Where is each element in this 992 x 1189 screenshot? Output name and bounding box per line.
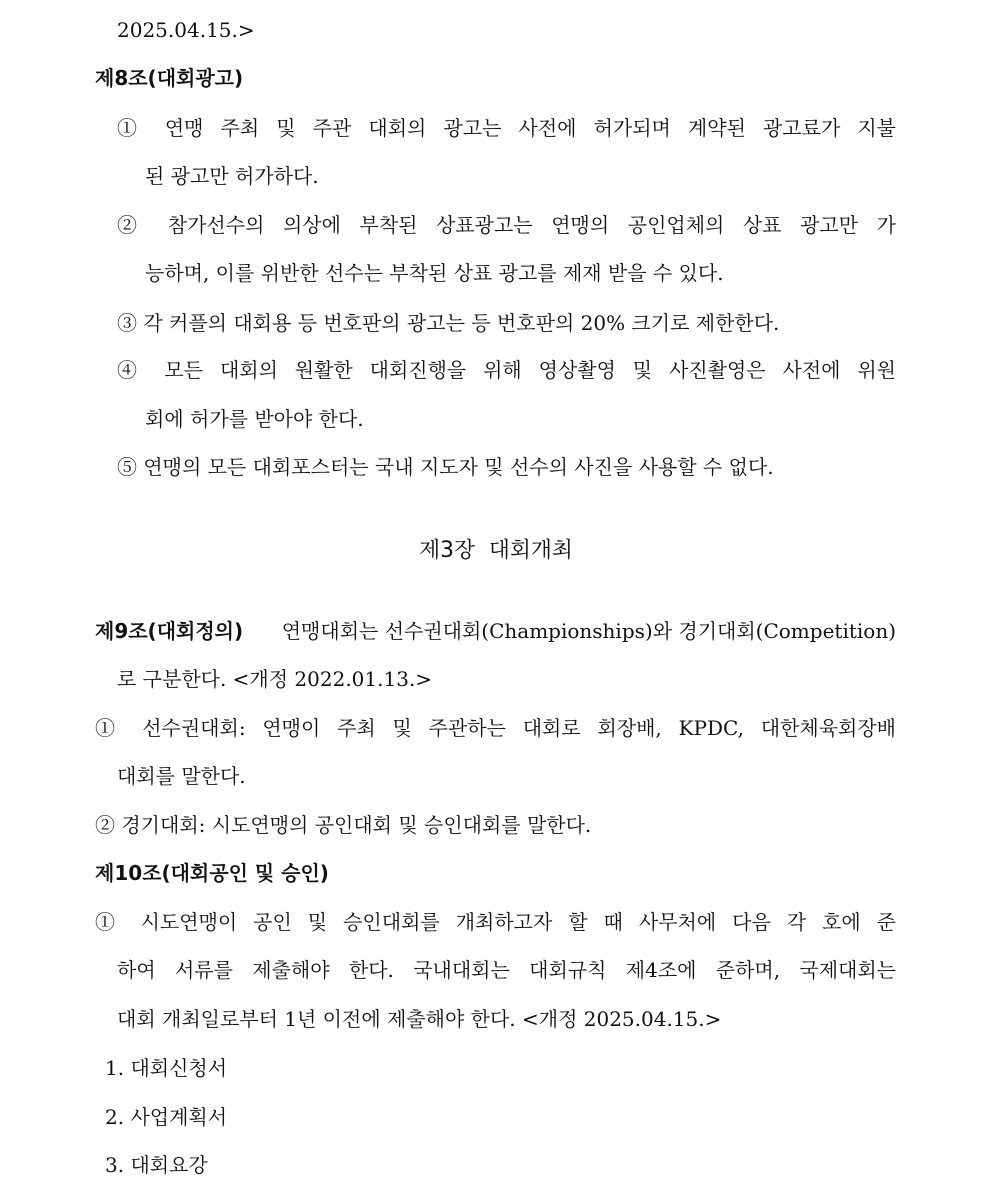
chapter-3-title: 제3장 대회개최 (419, 538, 573, 563)
article-8-item-1-line-2: 된 광고만 허가하다. (145, 164, 319, 188)
article-10-heading: 제10조(대회공인 및 승인) (95, 861, 329, 885)
article-8-item-5: ⑤ 연맹의 모든 대회포스터는 국내 지도자 및 선수의 사진을 사용할 수 없다. (117, 455, 774, 479)
list-item-business-plan: 2. 사업계획서 (105, 1105, 228, 1129)
list-item-application-form: 1. 대회신청서 (105, 1056, 228, 1080)
article-9-line-1 (95, 621, 896, 641)
article-9-heading: 제9조(대회정의) (95, 619, 244, 643)
article-8-item-1-line-1: ① 연맹 주최 및 주관 대회의 광고는 사전에 허가되며 계약된 광고료가 지불 (117, 116, 896, 140)
article-9-intro-line-1: 연맹대회는 선수권대회(Championships)와 경기대회(Competition) (281, 619, 896, 643)
article-9-item-1-line-2: 대회를 말한다. (117, 764, 246, 788)
article-9-item-2: ② 경기대회: 시도연맹의 공인대회 및 승인대회를 말한다. (95, 813, 592, 837)
article-8-heading: 제8조(대회광고) (95, 66, 244, 90)
list-item-competition-guide: 3. 대회요강 (105, 1153, 208, 1177)
amendment-date-fragment: 2025.04.15.> (117, 18, 255, 42)
article-10-item-1-line-3: 대회 개최일로부터 1년 이전에 제출해야 한다. <개정 2025.04.15.> (117, 1007, 722, 1031)
article-8-item-4-line-2: 회에 허가를 받아야 한다. (145, 407, 364, 431)
article-9-item-1-line-1: ① 선수권대회: 연맹이 주최 및 주관하는 대회로 회장배, KPDC, 대한체육회장배 (95, 716, 896, 740)
article-10-item-1-line-2: 하여 서류를 제출해야 한다. 국내대회는 대회규칙 제4조에 준하며, 국제대회는 (117, 958, 896, 982)
article-9-intro-line-2: 로 구분한다. <개정 2022.01.13.> (117, 667, 433, 691)
article-8-item-2-line-1: ② 참가선수의 의상에 부착된 상표광고는 연맹의 공인업체의 상표 광고만 가 (117, 213, 896, 237)
article-8-item-2-line-2: 능하며, 이를 위반한 선수는 부착된 상표 광고를 제재 받을 수 있다. (145, 261, 724, 285)
article-10-item-1-line-1: ① 시도연맹이 공인 및 승인대회를 개최하고자 할 때 사무처에 다음 각 호에 준 (95, 910, 896, 934)
article-8-item-4-line-1: ④ 모든 대회의 원활한 대회진행을 위해 영상촬영 및 사진촬영은 사전에 위원 (117, 358, 896, 382)
article-8-item-3: ③ 각 커플의 대회용 등 번호판의 광고는 등 번호판의 20% 크기로 제한한다. (117, 311, 780, 335)
